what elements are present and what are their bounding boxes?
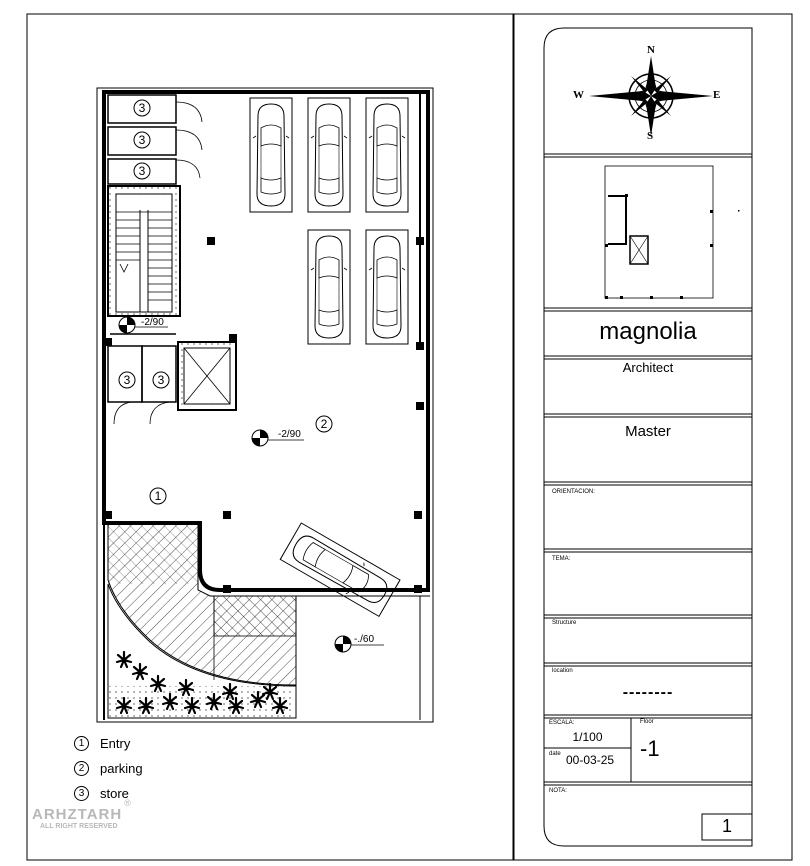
date-label: date [549, 751, 561, 757]
watermark-brand: ARHZTARH [32, 806, 123, 823]
room-label: 3 [157, 373, 165, 387]
sheet-number: 1 [721, 816, 732, 836]
stair-core [108, 186, 180, 316]
room-label: 1 [154, 489, 162, 503]
level-label: -./60 [354, 634, 375, 645]
compass-n-label: N [647, 44, 655, 56]
watermark-registered-mark: ® [124, 798, 131, 808]
legend-label: store [100, 786, 129, 801]
escala-value: 1/100 [572, 730, 603, 744]
drawing-frame [27, 14, 513, 860]
legend-number: 2 [74, 761, 89, 776]
legend-label: Entry [100, 736, 131, 751]
date-value: 00-03-25 [566, 753, 615, 767]
key-plan [605, 166, 740, 299]
compass-e-label: E [713, 89, 721, 101]
tema-label: TEMA: [552, 556, 571, 562]
room-label: 3 [138, 133, 146, 147]
legend-number: 1 [74, 736, 89, 751]
watermark-logo [32, 792, 131, 830]
floor-value: -1 [640, 736, 660, 761]
legend-item [74, 736, 130, 751]
escala-label: ESCALA: [549, 720, 575, 726]
floor-label: Floor [640, 719, 654, 725]
exterior-wall [104, 92, 428, 590]
nota-label: NOTA: [549, 788, 567, 794]
project-title: magnolia [599, 318, 697, 345]
compass-s-label: S [647, 130, 654, 142]
floor-plan [97, 88, 433, 722]
level-label: -2/90 [141, 317, 164, 328]
watermark-subtitle: ALL RIGHT RESERVED [40, 823, 118, 830]
store-rooms-top [108, 95, 202, 184]
room-label: 2 [320, 417, 328, 431]
compass-w-label: W [573, 89, 584, 101]
orientacion-label: ORIENTACION: [552, 489, 595, 495]
room-label: 3 [138, 164, 146, 178]
architect-label: Architect [622, 360, 674, 375]
parking-spaces [250, 98, 408, 616]
legend-number: 3 [74, 786, 89, 801]
elevator-shaft [178, 342, 236, 410]
legend-label: parking [100, 761, 143, 776]
room-label: 3 [123, 373, 131, 387]
location-value: -------- [622, 684, 674, 701]
master-label: Master [625, 423, 671, 440]
structure-label: Structure [552, 620, 577, 626]
compass-rose [589, 56, 713, 136]
legend-item [74, 761, 143, 776]
level-label: -2/90 [278, 429, 301, 440]
location-label: location [552, 668, 573, 674]
room-label: 3 [138, 101, 146, 115]
